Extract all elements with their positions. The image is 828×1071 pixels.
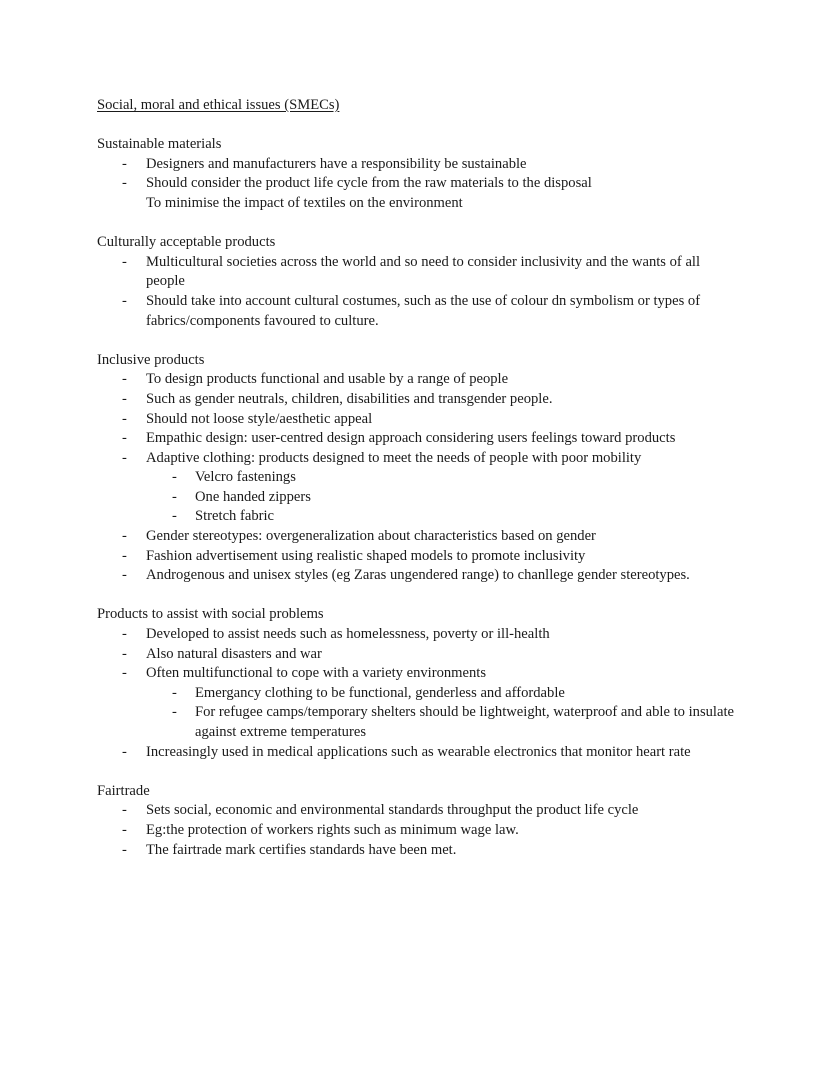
sub-list-item-text: Stretch fabric [195,508,275,525]
dash-bullet-icon: - [172,704,177,721]
dash-bullet-icon: - [122,175,127,192]
dash-bullet-icon: - [172,488,177,505]
sub-list-item-text: One handed zippers [195,488,311,505]
list-item-text: Eg:the protection of workers rights such as minimum wage law. [146,821,519,838]
list-item-text: Increasingly used in medical applications such as wearable electronics that monitor heart rate [146,743,691,760]
list-item-text: To design products functional and usable by a range of people [146,371,509,388]
dash-bullet-icon: - [122,645,127,662]
list-item [97,292,737,331]
list-item [97,253,737,292]
bullet-list [97,155,737,194]
section-heading: Sustainable materials [97,136,222,153]
document-title: Social, moral and ethical issues (SMECs) [97,97,340,113]
list-item [97,841,737,861]
sub-list-item-text: Velcro fastenings [195,469,296,486]
dash-bullet-icon: - [122,743,127,760]
dash-bullet-icon: - [122,567,127,584]
list-item [97,174,737,194]
sub-list-item [146,507,737,527]
list-item [97,370,737,390]
sub-list-item [146,703,737,742]
list-item-text: Adaptive clothing: products designed to meet the needs of people with poor mobility [146,449,642,466]
list-item-text: Designers and manufacturers have a responsibility be sustainable [146,155,527,172]
list-item [97,664,737,742]
list-item-text: Should consider the product life cycle from the raw materials to the disposal [146,175,592,192]
dash-bullet-icon: - [122,626,127,643]
list-item-text: Fashion advertisement using realistic shaped models to promote inclusivity [146,547,586,564]
sub-list-item [146,468,737,488]
list-item [97,449,737,527]
dash-bullet-icon: - [122,430,127,447]
bullet-list [97,253,737,331]
bullet-list [97,801,737,860]
list-item [97,390,737,410]
document-page [97,96,737,860]
list-item-text: Empathic design: user-centred design approach considering users feelings toward products [146,430,676,447]
dash-bullet-icon: - [122,253,127,270]
dash-bullet-icon: - [122,547,127,564]
bullet-list [97,625,737,762]
list-item-text: Often multifunctional to cope with a variety environments [146,665,487,682]
section-culturally-acceptable-products [97,233,737,331]
list-item-text: Should take into account cultural costumes, such as the use of colour dn symbolism or types of fabrics/components favoured to culture. [146,292,701,329]
dash-bullet-icon: - [122,528,127,545]
dash-bullet-icon: - [122,665,127,682]
continuation-text: To minimise the impact of textiles on the environment [146,194,463,211]
dash-bullet-icon: - [172,684,177,701]
list-item [97,155,737,175]
section-heading: Inclusive products [97,351,205,368]
sub-list-item-text: For refugee camps/temporary shelters should be lightweight, waterproof and able to insulate against extreme temperatures [195,704,734,740]
list-item-text: Sets social, economic and environmental standards throughput the product life cycle [146,802,639,819]
dash-bullet-icon: - [122,155,127,172]
list-item [97,801,737,821]
section-heading: Fairtrade [97,782,150,799]
dash-bullet-icon: - [122,292,127,309]
dash-bullet-icon: - [122,802,127,819]
list-item [97,625,737,645]
list-item-text: Androgenous and unisex styles (eg Zaras ungendered range) to chanllege gender stereotypes. [146,567,690,584]
sub-list-item-text: Emergancy clothing to be functional, genderless and affordable [195,684,565,701]
list-item-text: Also natural disasters and war [146,645,322,662]
dash-bullet-icon: - [172,469,177,486]
list-item [97,527,737,547]
list-item-text: Multicultural societies across the world and so need to consider inclusivity and the wants of all people [146,253,701,290]
list-item [97,547,737,567]
list-item [97,566,737,586]
section-heading: Culturally acceptable products [97,234,276,251]
list-item-text: Such as gender neutrals, children, disabilities and transgender people. [146,390,553,407]
dash-bullet-icon: - [122,841,127,858]
section-heading: Products to assist with social problems [97,606,324,623]
list-item-text: Gender stereotypes: overgeneralization about characteristics based on gender [146,528,596,545]
sub-list-item [146,488,737,508]
dash-bullet-icon: - [122,821,127,838]
list-item-text: Developed to assist needs such as homelessness, poverty or ill-health [146,626,550,643]
dash-bullet-icon: - [122,449,127,466]
dash-bullet-icon: - [122,410,127,427]
bullet-list [97,370,737,586]
sub-list-item [146,684,737,704]
list-item [97,821,737,841]
dash-bullet-icon: - [122,390,127,407]
sub-bullet-list [146,684,737,743]
list-item [97,410,737,430]
section-social-problems [97,605,737,762]
list-item-text: The fairtrade mark certifies standards have been met. [146,841,457,858]
section-inclusive-products [97,351,737,586]
list-item [97,429,737,449]
list-item-text: Should not loose style/aesthetic appeal [146,410,373,427]
sub-bullet-list [146,468,737,527]
section-fairtrade [97,782,737,860]
list-item [97,645,737,665]
dash-bullet-icon: - [122,371,127,388]
dash-bullet-icon: - [172,508,177,525]
section-sustainable-materials [97,135,737,213]
list-item [97,743,737,763]
